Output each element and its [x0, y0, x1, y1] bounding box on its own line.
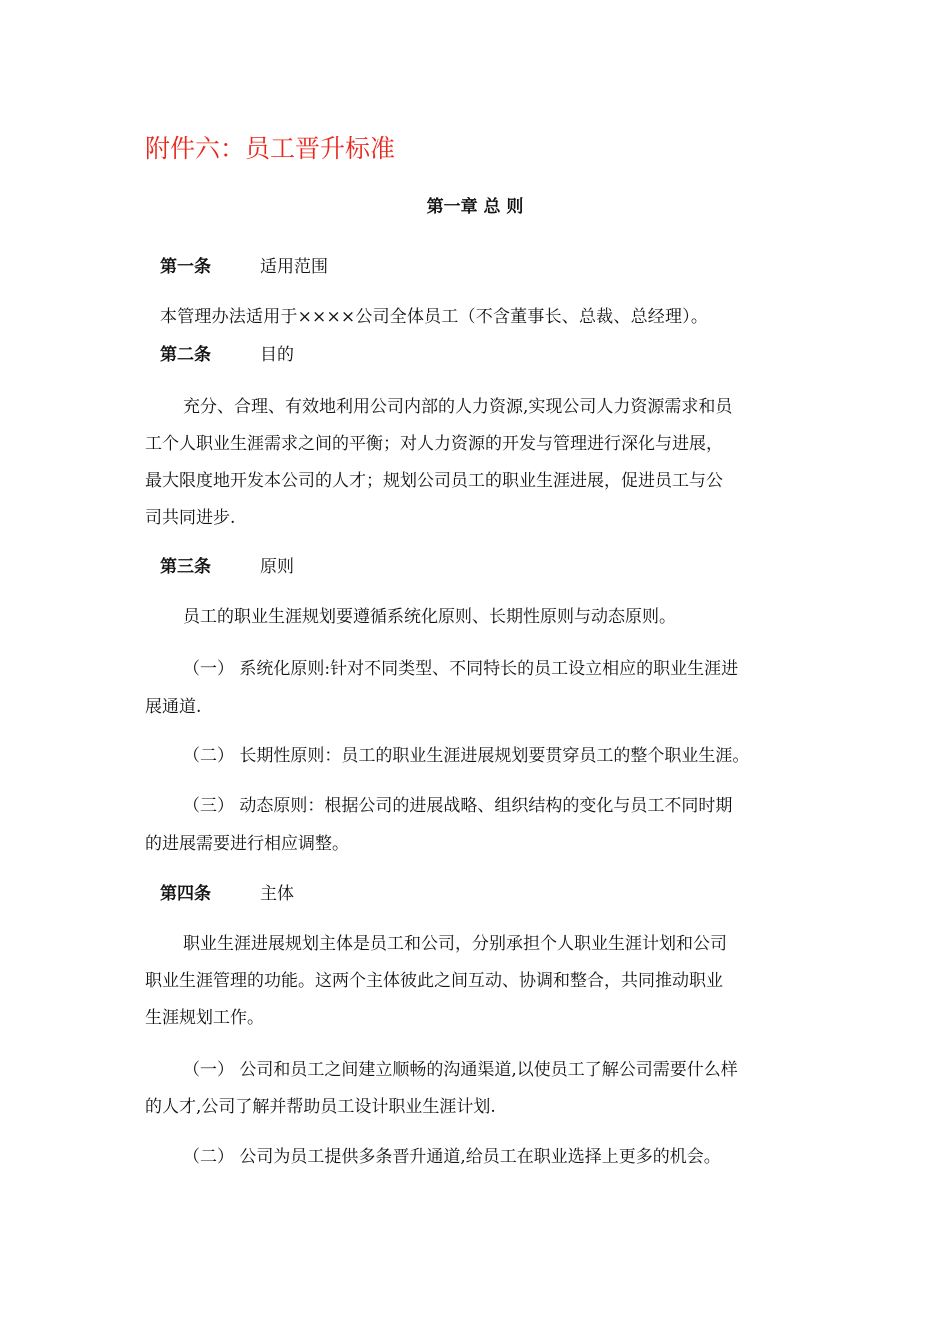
article-3-line-2: （一） 系统化原则:针对不同类型、不同特长的员工设立相应的职业生涯进	[183, 659, 739, 679]
article-2-line-3: 最大限度地开发本公司的人才；规划公司员工的职业生涯进展，促进员工与公	[145, 471, 723, 491]
article-4-number: 第四条	[160, 884, 211, 904]
document-title: 附件六：员工晋升标准	[145, 134, 396, 163]
chapter-heading: 第一章 总 则	[426, 197, 524, 217]
article-2-line-1: 充分、合理、有效地利用公司内部的人力资源,实现公司人力资源需求和员	[183, 397, 733, 417]
article-2-name: 目的	[260, 345, 294, 365]
article-4-line-3: 生涯规划工作。	[145, 1008, 264, 1028]
article-3-name: 原则	[260, 557, 294, 577]
article-4-name: 主体	[260, 884, 294, 904]
article-2-line-2: 工个人职业生涯需求之间的平衡；对人力资源的开发与管理进行深化与进展，	[145, 434, 723, 454]
article-2-number: 第二条	[160, 345, 211, 365]
article-4-line-6: （二） 公司为员工提供多条晋升通道,给员工在职业选择上更多的机会。	[183, 1147, 721, 1167]
article-3-line-5: （三） 动态原则：根据公司的进展战略、组织结构的变化与员工不同时期	[183, 796, 733, 816]
article-1-line-1: 本管理办法适用于××××公司全体员工（不含董事长、总裁、总经理）。	[160, 307, 709, 327]
article-1-number: 第一条	[160, 257, 211, 277]
article-4-line-1: 职业生涯进展规划主体是员工和公司，分别承担个人职业生涯计划和公司	[183, 934, 727, 954]
article-4-line-2: 职业生涯管理的功能。这两个主体彼此之间互动、协调和整合，共同推动职业	[145, 971, 723, 991]
article-4-line-4: （一） 公司和员工之间建立顺畅的沟通渠道,以使员工了解公司需要什么样	[183, 1060, 738, 1080]
article-3-line-4: （二） 长期性原则：员工的职业生涯进展规划要贯穿员工的整个职业生涯。	[183, 746, 750, 766]
article-3-line-3: 展通道.	[145, 697, 202, 717]
article-4-line-5: 的人才,公司了解并帮助员工设计职业生涯计划.	[145, 1097, 496, 1117]
article-3-number: 第三条	[160, 557, 211, 577]
article-3-line-6: 的进展需要进行相应调整。	[145, 834, 349, 854]
article-2-line-4: 司共同进步.	[145, 508, 236, 528]
article-3-line-1: 员工的职业生涯规划要遵循系统化原则、长期性原则与动态原则。	[183, 607, 676, 627]
article-1-name: 适用范围	[260, 257, 328, 277]
